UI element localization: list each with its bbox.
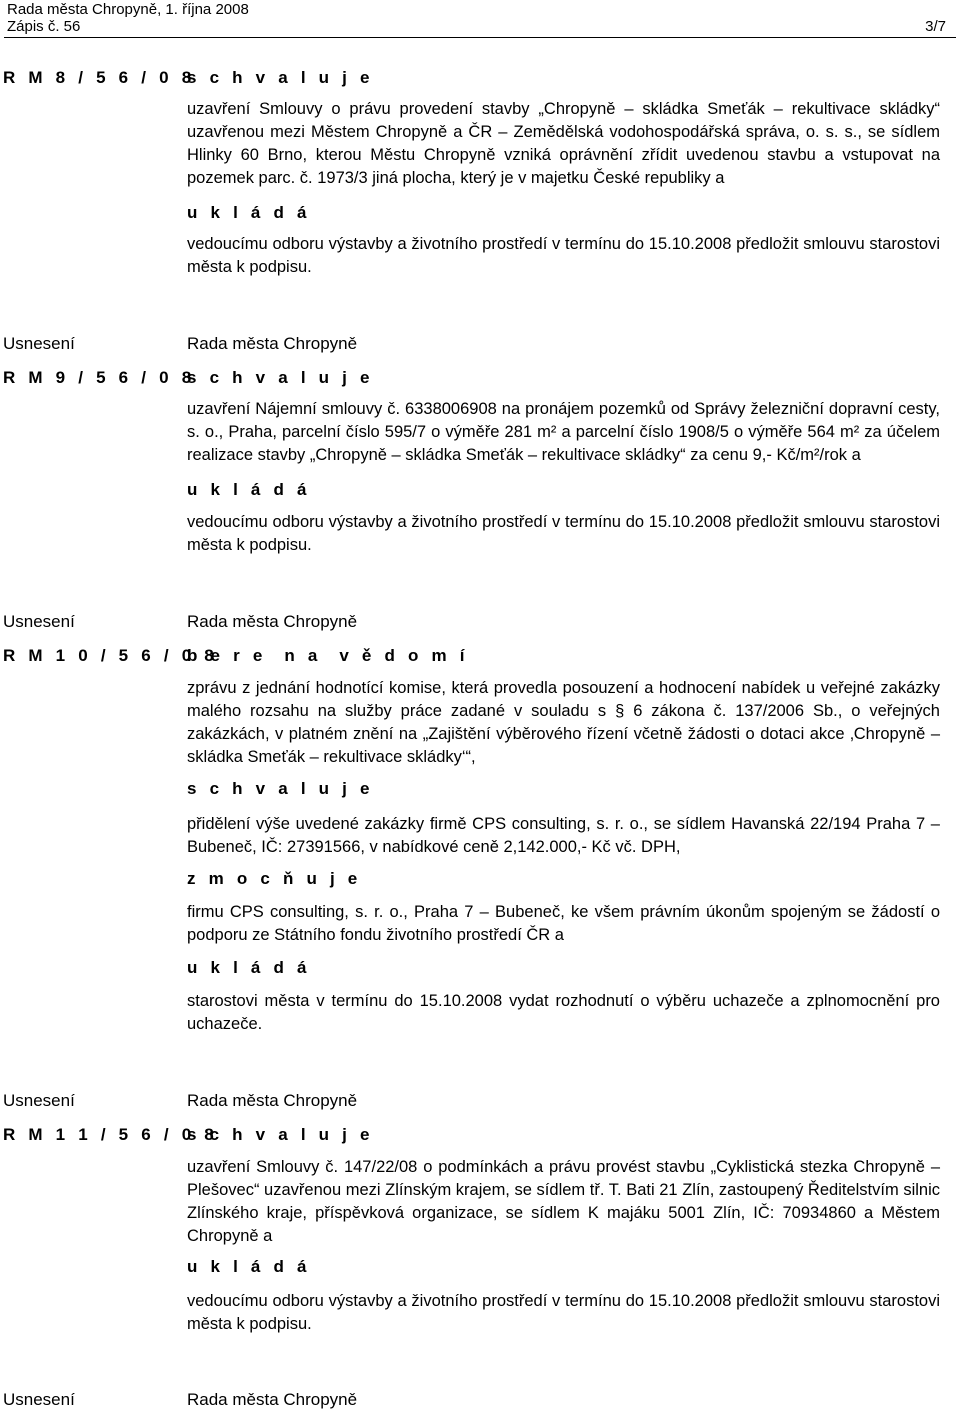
keyword-schvaluje: s c h v a l u j e (187, 68, 374, 87)
resolution-text: uzavření Smlouvy o právu provedení stavby „Chropyně – skládka Smeťák – rekultivace skládky“ uzavřenou mezi Městem Chropyně a ČR – Zemědělská vodohospodářská správa, o. s. s., se sídlem Hlinky 60 Brno, kterou Městu Chropyně vzniká oprávnění zřídit uvedenou stavbu a vstupovat na pozemek parc. č. 1973/3 jiná plocha, který je v majetku České republiky a (187, 100, 940, 187)
authorization-text: firmu CPS consulting, s. r. o., Praha 7 – Bubeneč, ke všem právním úkonům spojeným se žádostí o podporu ze Státního fondu životního prostředí ČR a (187, 903, 940, 944)
resolution-label: Usnesení (3, 1091, 75, 1110)
keyword-uklada: u k l á d á (187, 203, 311, 222)
keyword-schvaluje: s c h v a l u j e (187, 779, 374, 798)
resolution-code: R M 8 / 5 6 / 0 8 (3, 68, 196, 87)
council-name: Rada města Chropyně (187, 1390, 358, 1409)
council-name: Rada města Chropyně (187, 612, 358, 631)
report-text: zprávu z jednání hodnotící komise, která provedla posouzení a hodnocení nabídek u veřejné zakázky malého rozsahu na služby práce zadané v souladu s § 6 zákona č. 137/2006 Sb., o veřejných zakázkách, v platném znění na „Zajištění výběrového řízení včetně žádosti o dotaci akce ‚Chropyně – skládka Smeťák – rekultivace skládky‘“, (187, 679, 940, 766)
page-number: 3/7 (925, 18, 946, 35)
keyword-bere-na-vedomi: b e r e n a v ě d o m í (187, 646, 469, 665)
keyword-uklada: u k l á d á (187, 958, 311, 977)
resolution-text: uzavření Nájemní smlouvy č. 6338006908 na pronájem pozemků od Správy železniční dopravní cesty, s. o., Praha, parcelní číslo 595/7 o výměře 281 m² a parcelní číslo 1908/5 o výměře 564 m² za účelem realizace stavby „Chropyně – skládka Smeťák – rekultivace skládky“ za cenu 9,- Kč/m²/rok a (187, 400, 940, 464)
header-divider (4, 37, 956, 38)
header-minutes-number: Zápis č. 56 (7, 18, 81, 35)
header-council-date: Rada města Chropyně, 1. října 2008 (7, 1, 249, 18)
task-text: starostovi města v termínu do 15.10.2008 vydat rozhodnutí o výběru uchazeče a zplnomocnění pro uchazeče. (187, 992, 940, 1033)
keyword-uklada: u k l á d á (187, 1257, 311, 1276)
keyword-zmocnuje: z m o c ň u j e (187, 869, 362, 888)
council-name: Rada města Chropyně (187, 1091, 358, 1110)
resolution-code: R M 1 0 / 5 6 / 0 8 (3, 646, 218, 665)
resolution-label: Usnesení (3, 334, 75, 353)
council-name: Rada města Chropyně (187, 334, 358, 353)
resolution-label: Usnesení (3, 1390, 75, 1409)
task-text: vedoucímu odboru výstavby a životního prostředí v termínu do 15.10.2008 předložit smlouvu starostovi města k podpisu. (187, 235, 940, 276)
keyword-schvaluje: s c h v a l u j e (187, 1125, 374, 1144)
task-text: vedoucímu odboru výstavby a životního prostředí v termínu do 15.10.2008 předložit smlouvu starostovi města k podpisu. (187, 513, 940, 554)
resolution-code: R M 1 1 / 5 6 / 0 8 (3, 1125, 218, 1144)
keyword-uklada: u k l á d á (187, 480, 311, 499)
resolution-text: přidělení výše uvedené zakázky firmě CPS consulting, s. r. o., se sídlem Havanská 22/194 Praha 7 – Bubeneč, IČ: 27391566, v nabídkové ceně 2,142.000,- Kč vč. DPH, (187, 815, 940, 856)
resolution-label: Usnesení (3, 612, 75, 631)
resolution-code: R M 9 / 5 6 / 0 8 (3, 368, 196, 387)
resolution-text: uzavření Smlouvy č. 147/22/08 o podmínkách a právu provést stavbu „Cyklistická stezka Chropyně – Plešovec“ uzavřenou mezi Zlínským krajem, se sídlem tř. T. Bati 21 Zlín, zastoupený Ředitelstvím silnic Zlínského kraje, příspěvková organizace, se sídlem K majáku 5001 Zlín, IČ: 70934860 a Městem Chropyně a (187, 1158, 940, 1245)
keyword-schvaluje: s c h v a l u j e (187, 368, 374, 387)
task-text: vedoucímu odboru výstavby a životního prostředí v termínu do 15.10.2008 předložit smlouvu starostovi města k podpisu. (187, 1292, 940, 1333)
